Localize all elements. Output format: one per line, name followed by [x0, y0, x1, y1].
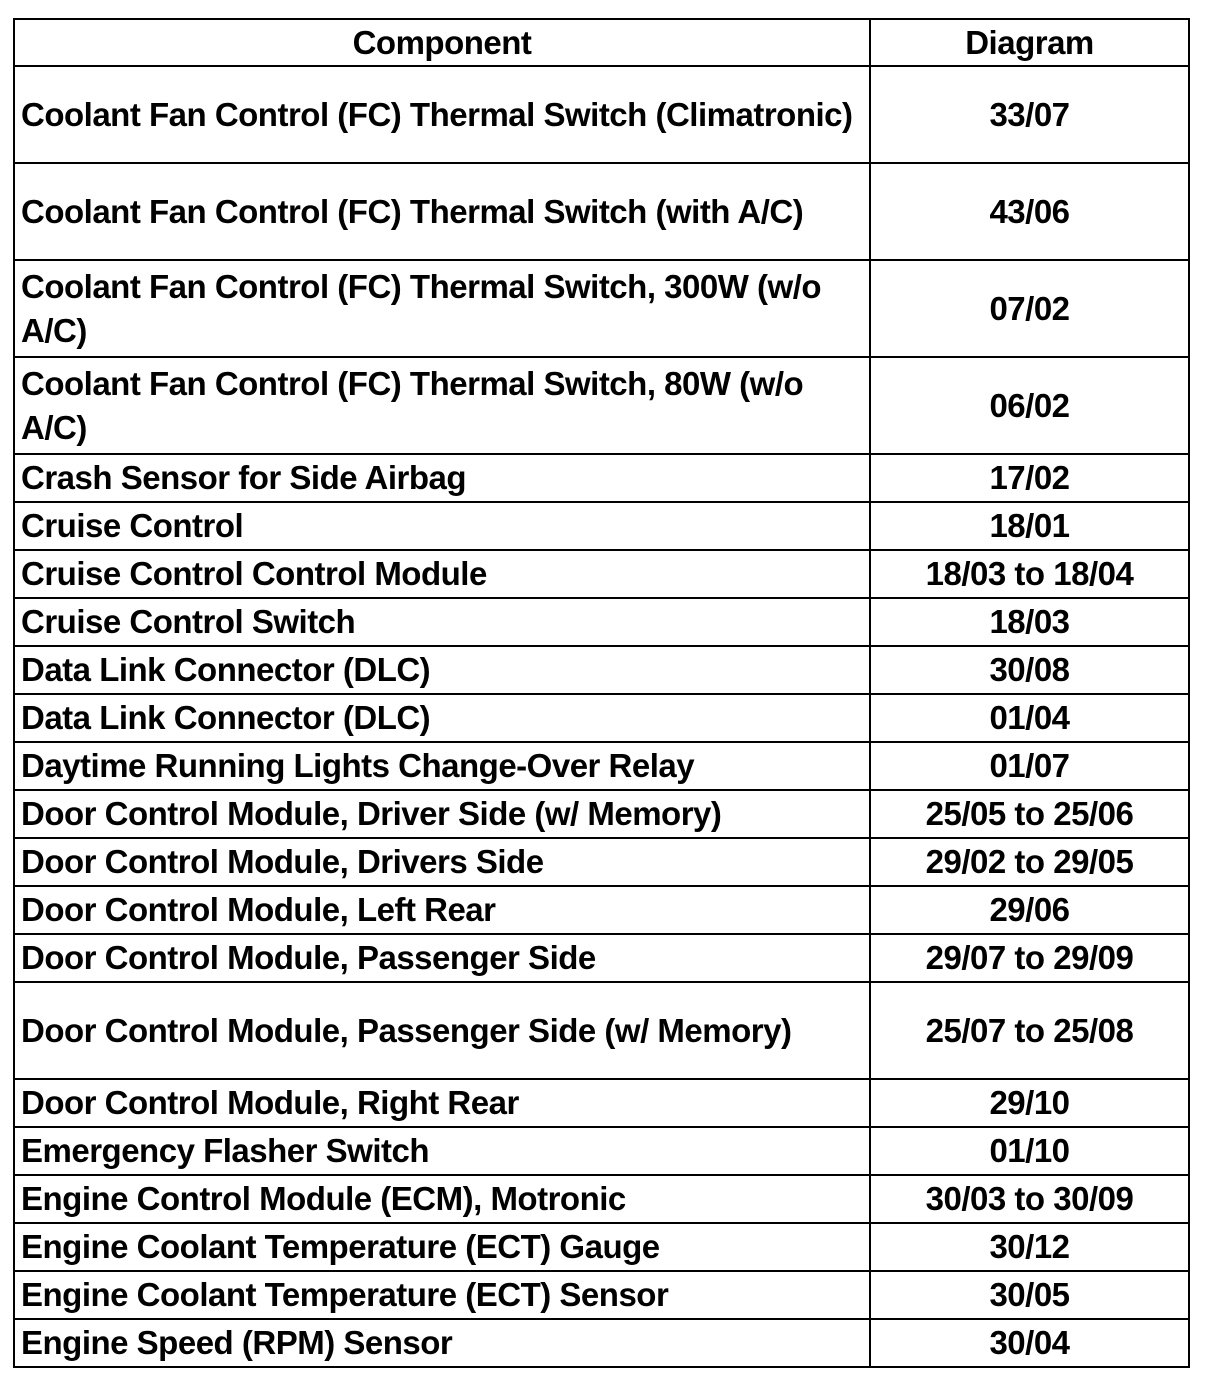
diagram-cell: 30/08	[870, 646, 1189, 694]
diagram-cell: 01/07	[870, 742, 1189, 790]
diagram-cell: 29/10	[870, 1079, 1189, 1127]
table-row	[14, 1223, 1189, 1271]
table-row	[14, 694, 1189, 742]
table-row	[14, 1319, 1189, 1367]
header-component: Component	[14, 19, 870, 66]
diagram-cell: 25/07 to 25/08	[870, 982, 1189, 1079]
component-cell: Coolant Fan Control (FC) Thermal Switch, 80W (w/o A/C)	[14, 357, 870, 454]
component-cell: Engine Speed (RPM) Sensor	[14, 1319, 870, 1367]
diagram-cell: 33/07	[870, 66, 1189, 163]
component-cell: Door Control Module, Passenger Side (w/ Memory)	[14, 982, 870, 1079]
component-cell: Coolant Fan Control (FC) Thermal Switch, 300W (w/o A/C)	[14, 260, 870, 357]
diagram-cell: 01/04	[870, 694, 1189, 742]
diagram-cell: 30/03 to 30/09	[870, 1175, 1189, 1223]
diagram-cell: 18/03	[870, 598, 1189, 646]
table-row	[14, 502, 1189, 550]
header-diagram: Diagram	[870, 19, 1189, 66]
component-diagram-table	[13, 18, 1190, 1368]
diagram-cell: 17/02	[870, 454, 1189, 502]
table-row	[14, 1271, 1189, 1319]
table-row	[14, 1175, 1189, 1223]
table-row	[14, 260, 1189, 357]
component-cell: Engine Coolant Temperature (ECT) Sensor	[14, 1271, 870, 1319]
table-row	[14, 838, 1189, 886]
component-cell: Door Control Module, Passenger Side	[14, 934, 870, 982]
table-row	[14, 886, 1189, 934]
diagram-cell: 07/02	[870, 260, 1189, 357]
component-cell: Daytime Running Lights Change-Over Relay	[14, 742, 870, 790]
diagram-cell: 30/12	[870, 1223, 1189, 1271]
diagram-cell: 30/05	[870, 1271, 1189, 1319]
diagram-cell: 29/06	[870, 886, 1189, 934]
component-cell: Door Control Module, Left Rear	[14, 886, 870, 934]
table-row	[14, 550, 1189, 598]
component-cell: Data Link Connector (DLC)	[14, 646, 870, 694]
diagram-cell: 29/02 to 29/05	[870, 838, 1189, 886]
diagram-cell: 43/06	[870, 163, 1189, 260]
component-cell: Cruise Control Control Module	[14, 550, 870, 598]
table-row	[14, 934, 1189, 982]
component-cell: Cruise Control	[14, 502, 870, 550]
component-cell: Door Control Module, Drivers Side	[14, 838, 870, 886]
table-row	[14, 357, 1189, 454]
component-cell: Cruise Control Switch	[14, 598, 870, 646]
diagram-cell: 01/10	[870, 1127, 1189, 1175]
component-cell: Crash Sensor for Side Airbag	[14, 454, 870, 502]
table-row	[14, 163, 1189, 260]
table-row	[14, 454, 1189, 502]
component-cell: Data Link Connector (DLC)	[14, 694, 870, 742]
diagram-cell: 18/01	[870, 502, 1189, 550]
component-cell: Engine Coolant Temperature (ECT) Gauge	[14, 1223, 870, 1271]
table-header-row	[14, 19, 1189, 66]
component-cell: Engine Control Module (ECM), Motronic	[14, 1175, 870, 1223]
component-cell: Door Control Module, Right Rear	[14, 1079, 870, 1127]
diagram-cell: 29/07 to 29/09	[870, 934, 1189, 982]
component-cell: Door Control Module, Driver Side (w/ Memory)	[14, 790, 870, 838]
diagram-cell: 06/02	[870, 357, 1189, 454]
table-row	[14, 790, 1189, 838]
table-row	[14, 1079, 1189, 1127]
diagram-cell: 18/03 to 18/04	[870, 550, 1189, 598]
component-cell: Coolant Fan Control (FC) Thermal Switch (Climatronic)	[14, 66, 870, 163]
diagram-cell: 25/05 to 25/06	[870, 790, 1189, 838]
table-row	[14, 1127, 1189, 1175]
table-row	[14, 66, 1189, 163]
component-cell: Coolant Fan Control (FC) Thermal Switch (with A/C)	[14, 163, 870, 260]
table-row	[14, 742, 1189, 790]
diagram-cell: 30/04	[870, 1319, 1189, 1367]
component-cell: Emergency Flasher Switch	[14, 1127, 870, 1175]
table-row	[14, 598, 1189, 646]
table-row	[14, 646, 1189, 694]
table-row	[14, 982, 1189, 1079]
